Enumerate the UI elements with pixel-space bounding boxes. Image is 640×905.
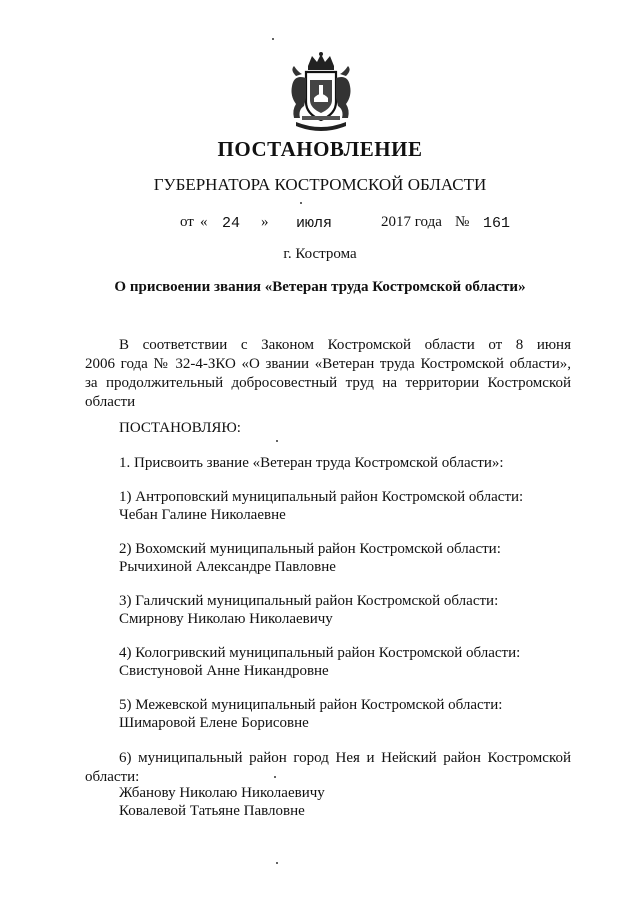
dateline-day: 24 <box>222 215 241 232</box>
preamble-line-1: В соответствии с Законом Костромской области от 8 июня <box>119 337 571 353</box>
scan-speck <box>300 202 302 204</box>
district-4-label: 4) Кологривский муниципальный район Костромской области: <box>119 645 521 661</box>
district-1-person: Чебан Галине Николаевне <box>119 507 286 523</box>
preamble-paragraph <box>85 336 571 412</box>
document-subtitle: ГУБЕРНАТОРА КОСТРОМСКОЙ ОБЛАСТИ <box>153 175 487 194</box>
dateline-number-sign: № <box>455 214 470 230</box>
district-6-line-2: области: <box>85 769 140 785</box>
district-2-label: 2) Вохомский муниципальный район Костромской области: <box>119 541 501 557</box>
decree-word: ПОСТАНОВЛЯЮ: <box>119 420 241 436</box>
coat-of-arms-emblem <box>284 52 358 134</box>
district-4-person: Свистуновой Анне Никандровне <box>119 663 329 679</box>
dateline-prefix: от <box>180 214 194 230</box>
city-line: г. Кострома <box>283 246 357 262</box>
district-3-label: 3) Галичский муниципальный район Костромской области: <box>119 593 499 609</box>
district-1-label: 1) Антроповский муниципальный район Костромской области: <box>119 489 524 505</box>
preamble-line-2: 2006 года № 32-4-ЗКО «О звании «Ветеран труда Костромской области», <box>85 356 571 372</box>
district-5-label: 5) Межевской муниципальный район Костромской области: <box>119 697 503 713</box>
dateline-number: 161 <box>483 215 511 232</box>
district-6-line-1: 6) муниципальный район город Нея и Нейский район Костромской <box>119 750 571 766</box>
dateline-year: 2017 года <box>381 214 442 230</box>
document-title: ПОСТАНОВЛЕНИЕ <box>217 137 423 161</box>
dateline-month: июля <box>296 215 333 232</box>
decree-subject: О присвоении звания «Ветеран труда Костромской области» <box>114 279 526 295</box>
dateline-close-quote: » <box>261 214 269 230</box>
district-3-person: Смирнову Николаю Николаевичу <box>119 611 333 627</box>
item-1: 1. Присвоить звание «Ветеран труда Костромской области»: <box>119 455 504 471</box>
district-6-person-1: Жбанову Николаю Николаевичу <box>119 785 325 801</box>
district-6-person-2: Ковалевой Татьяне Павловне <box>119 803 305 819</box>
preamble-line-3: за продолжительный добросовестный труд на территории Костромской <box>85 375 571 391</box>
district-2-person: Рычихиной Александре Павловне <box>119 559 336 575</box>
scan-speck <box>272 38 274 40</box>
scan-speck <box>274 776 276 778</box>
dateline-open-quote: « <box>200 214 208 230</box>
scan-speck <box>276 862 278 864</box>
preamble-line-4: области <box>85 394 136 410</box>
district-6-paragraph <box>85 749 571 787</box>
scan-speck <box>276 440 278 442</box>
district-5-person: Шимаровой Елене Борисовне <box>119 715 309 731</box>
